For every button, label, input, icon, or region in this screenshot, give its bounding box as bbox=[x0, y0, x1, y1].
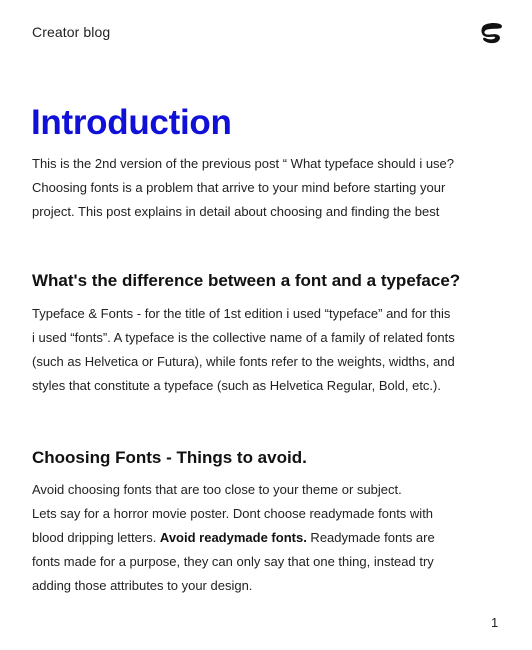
section-heading-difference: What's the difference between a font and a typeface? bbox=[32, 271, 461, 290]
paragraph-line: adding those attributes to your design. bbox=[32, 578, 253, 593]
difference-paragraph bbox=[32, 302, 492, 398]
text-run: Readymade fonts are bbox=[306, 530, 435, 545]
page-number: 1 bbox=[491, 615, 499, 630]
paragraph-line: project. This post explains in detail about choosing and finding the best bbox=[32, 204, 440, 219]
paragraph-line: This is the 2nd version of the previous post “ What typeface should i use? bbox=[32, 156, 455, 171]
paragraph-line: fonts made for a purpose, they can only say that one thing, instead try bbox=[32, 554, 434, 569]
logo-mark-icon bbox=[480, 22, 504, 44]
paragraph-line: Choosing fonts is a problem that arrive to your mind before starting your bbox=[32, 180, 446, 195]
paragraph-line: Typeface & Fonts - for the title of 1st edition i used “typeface” and for this bbox=[32, 306, 451, 321]
paragraph-line: i used “fonts”. A typeface is the collective name of a family of related fonts bbox=[32, 330, 455, 345]
section-heading-avoid: Choosing Fonts - Things to avoid. bbox=[32, 448, 307, 467]
paragraph-line: (such as Helvetica or Futura), while fonts refer to the weights, widths, and bbox=[32, 354, 455, 369]
paragraph-line: Lets say for a horror movie poster. Dont choose readymade fonts with bbox=[32, 506, 434, 521]
page-title: Introduction bbox=[31, 103, 232, 142]
intro-paragraph bbox=[32, 152, 492, 224]
emphasis-text: Avoid readymade fonts. bbox=[159, 530, 307, 545]
paragraph-line: styles that constitute a typeface (such as Helvetica Regular, Bold, etc.). bbox=[32, 378, 441, 393]
avoid-paragraph bbox=[32, 478, 492, 598]
paragraph-line bbox=[32, 526, 492, 550]
paragraph-line: Avoid choosing fonts that are too close to your theme or subject. bbox=[32, 482, 402, 497]
text-run: blood dripping letters. bbox=[32, 530, 160, 545]
blog-title: Creator blog bbox=[32, 24, 111, 40]
